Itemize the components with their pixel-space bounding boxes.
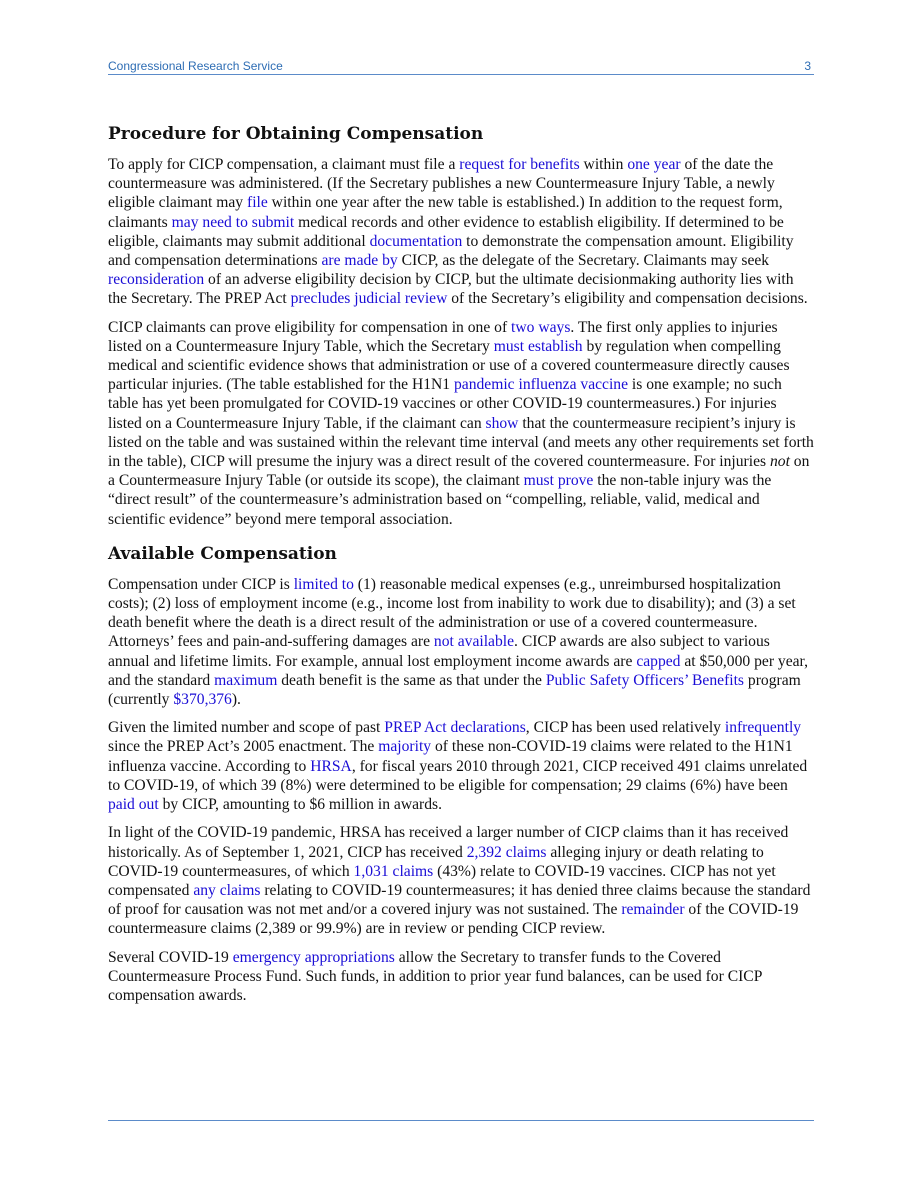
text: within xyxy=(579,156,628,173)
text: at $50,000 per year, and the standard xyxy=(108,652,809,689)
text: program (currently xyxy=(108,671,801,709)
link-must-establish[interactable]: must establish xyxy=(493,337,583,355)
link-may-need-to-submit[interactable]: may need to submit xyxy=(171,213,295,231)
text: allow the Secretary to transfer funds to the Covered Countermeasure Process Fund. Such funds, in addition to prior year fund balances, can be used for CICP compensation awards. xyxy=(108,948,762,1004)
link-are-made-by[interactable]: are made by xyxy=(321,252,398,270)
text: In light of the COVID-19 pandemic, HRSA has received a larger number of CICP claims than it has received historically. As of September 1, 2021, CICP has received xyxy=(108,824,789,861)
link-prep-act-declarations[interactable]: PREP Act declarations xyxy=(384,719,526,737)
link-infrequently[interactable]: infrequently xyxy=(724,719,802,737)
text: , CICP has been used relatively xyxy=(525,719,725,737)
text: relating to COVID-19 countermeasures; it has denied three claims because the standard of proof for causation was not met and/or a covered injury was not sustained. The xyxy=(108,881,811,919)
text: death benefit is the same as that under the xyxy=(277,671,546,689)
paragraph-2 xyxy=(108,318,814,529)
text: . The first only applies to injuries listed on a Countermeasure Injury Table, which the Secretary xyxy=(108,318,778,355)
link-show[interactable]: show xyxy=(485,414,519,432)
link-pandemic-influenza-vaccine[interactable]: pandemic influenza vaccine xyxy=(453,376,629,394)
text: . CICP awards are also subject to various annual and lifetime limits. For example, annual lost employment income awards are xyxy=(108,633,770,670)
text: Compensation under CICP is xyxy=(108,575,294,593)
link-paid-out[interactable]: paid out xyxy=(108,796,159,814)
text: since the PREP Act’s 2005 enactment. The xyxy=(108,738,379,756)
link-precludes-judicial-review[interactable]: precludes judicial review xyxy=(290,290,448,308)
text: that the countermeasure recipient’s injury is listed on the table and was sustained within the relevant time interval (and meets any other requirements set forth in the table), CICP will presume the injury was a direct result of the covered countermeasure. For injuries xyxy=(108,414,814,471)
link-remainder[interactable]: remainder xyxy=(621,901,685,919)
link-two-ways[interactable]: two ways xyxy=(511,318,571,336)
link-public-safety-officers-benefits[interactable]: Public Safety Officers’ Benefits xyxy=(545,671,745,689)
text: To apply for CICP compensation, a claimant must file a xyxy=(108,156,460,173)
text: of the COVID-19 countermeasure claims (2,389 or 99.9%) are in review or pending CICP review. xyxy=(108,901,799,938)
page-number: 3 xyxy=(804,59,811,73)
text: ). xyxy=(231,691,241,709)
text: is one example; no such table has yet been promulgated for COVID-19 vaccines or other COVID-19 countermeasures.) For injuries listed on a Countermeasure Injury Table, if the claimant can xyxy=(108,376,782,432)
link-must-prove[interactable]: must prove xyxy=(523,472,594,490)
link-limited-to[interactable]: limited to xyxy=(293,575,354,593)
text: within one year after the new table is established.) In addition to the request form, claimants xyxy=(108,194,783,231)
text: alleging injury or death relating to COVID-19 countermeasures, of which xyxy=(108,843,764,880)
text: medical records and other evidence to establish eligibility. If determined to be eligible, claimants may submit additional xyxy=(108,213,784,250)
link-one-year[interactable]: one year xyxy=(627,156,681,173)
link-2392-claims[interactable]: 2,392 claims xyxy=(466,843,547,861)
link-reconsideration[interactable]: reconsideration xyxy=(108,271,205,289)
header-org-name: Congressional Research Service xyxy=(108,59,283,73)
text: of an adverse eligibility decision by CICP, but the ultimate decisionmaking authority lies with the Secretary. The PREP Act xyxy=(108,271,794,308)
link-hrsa[interactable]: HRSA xyxy=(310,757,352,775)
text: of the Secretary’s eligibility and compensation decisions. xyxy=(447,290,808,308)
text: by regulation when compelling medical and scientific evidence shows that administration or use of a covered countermeasure directly causes particular injuries. (The table established for the H1N1 xyxy=(108,337,790,394)
text: on a Countermeasure Injury Table (or outside its scope), the claimant xyxy=(108,453,810,490)
text: the non-table injury was the “direct result” of the countermeasure’s administration based on “compelling, reliable, valid, medical and scientific evidence” beyond mere temporal association. xyxy=(108,472,772,528)
emphasis-not: not xyxy=(769,453,790,471)
text: (43%) relate to COVID-19 vaccines. CICP has not yet compensated xyxy=(108,862,776,899)
text: (1) reasonable medical expenses (e.g., unreimbursed hospitalization costs); (2) loss of employment income (e.g., income lost from inability to work due to disability); and (3) a set death benefit where the death is a direct result of the administration or use of a covered countermeasure. Attorneys’ fees and pain-and-suffering damages are xyxy=(108,575,796,651)
text: of the date the countermeasure was administered. (If the Secretary publishes a new Countermeasure Injury Table, a newly eligible claimant may xyxy=(108,156,775,212)
link-370376[interactable]: $370,376 xyxy=(173,691,232,709)
text: of these non-COVID-19 claims were related to the H1N1 influenza vaccine. According to xyxy=(108,738,793,775)
link-emergency-appropriations[interactable]: emergency appropriations xyxy=(232,948,395,966)
link-capped[interactable]: capped xyxy=(636,652,681,670)
link-any-claims[interactable]: any claims xyxy=(193,881,261,899)
link-majority[interactable]: majority xyxy=(378,738,432,756)
link-not-available[interactable]: not available xyxy=(433,633,515,651)
paragraph-6 xyxy=(108,948,814,1006)
link-file[interactable]: file xyxy=(247,194,268,212)
text: Several COVID-19 xyxy=(108,948,233,966)
text: , for fiscal years 2010 through 2021, CICP received 491 claims unrelated to COVID-19, of which 39 (8%) were determined to be eligible for compensation; 29 claims (6%) have been xyxy=(108,757,808,794)
link-documentation[interactable]: documentation xyxy=(369,232,463,250)
paragraph-3 xyxy=(108,575,814,709)
link-1031-claims[interactable]: 1,031 claims xyxy=(353,862,434,880)
text: CICP claimants can prove eligibility for compensation in one of xyxy=(108,318,512,336)
text: Given the limited number and scope of past xyxy=(108,719,385,737)
section-heading-available: Available Compensation xyxy=(108,543,337,564)
paragraph-1 xyxy=(108,155,814,309)
document-body xyxy=(108,123,814,1014)
page-header xyxy=(108,57,814,75)
text: by CICP, amounting to $6 million in awards. xyxy=(158,796,442,814)
text: CICP, as the delegate of the Secretary. Claimants may seek xyxy=(397,252,770,270)
section-heading-procedure: Procedure for Obtaining Compensation xyxy=(108,124,484,144)
paragraph-4 xyxy=(108,718,814,814)
link-request-for-benefits[interactable]: request for benefits xyxy=(459,156,580,173)
paragraph-5 xyxy=(108,823,814,938)
link-maximum[interactable]: maximum xyxy=(214,671,278,689)
footer-divider xyxy=(108,1120,814,1121)
text: to demonstrate the compensation amount. Eligibility and compensation determinations xyxy=(108,232,794,270)
